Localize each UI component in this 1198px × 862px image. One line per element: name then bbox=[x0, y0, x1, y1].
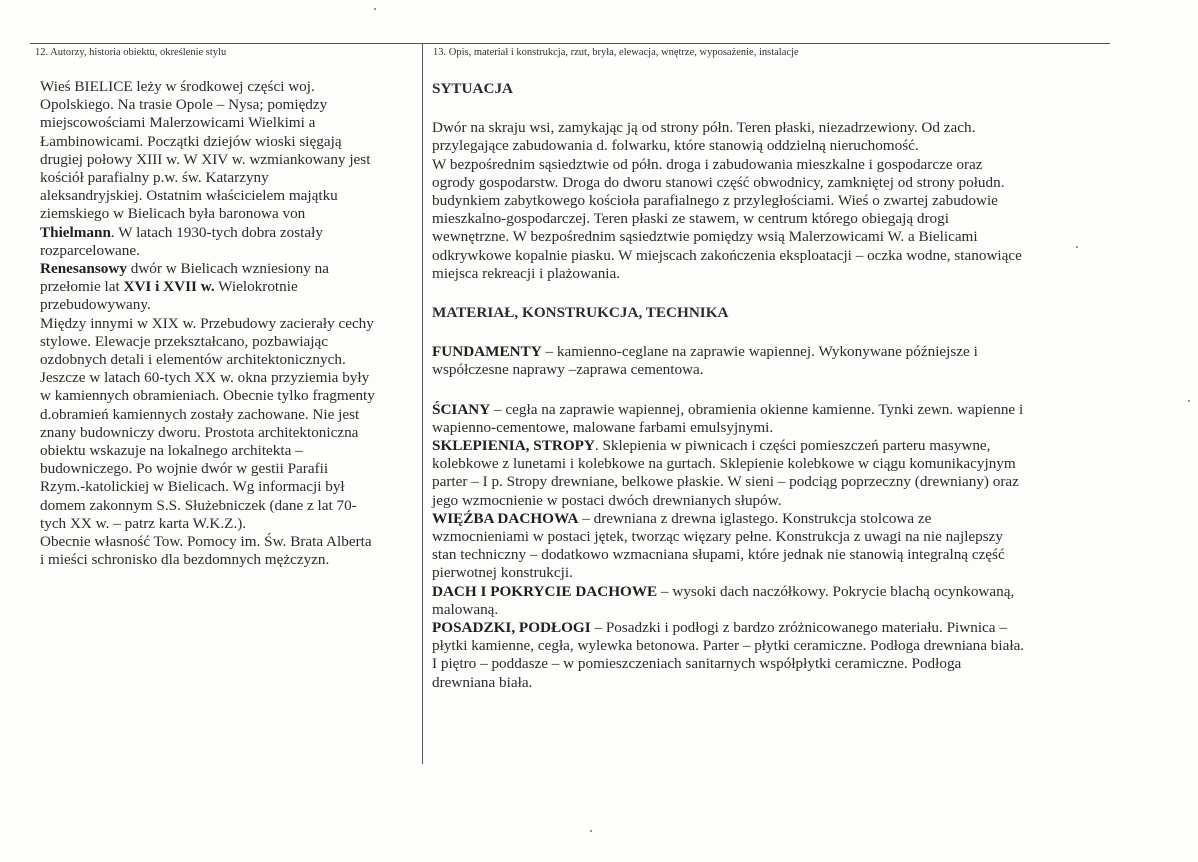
sciany-entry bbox=[432, 401, 1112, 437]
sklepienia-entry bbox=[432, 437, 1112, 510]
sytuacja-text: Dwór na skraju wsi, zamykając ją od strony półn. Teren płaski, niezadrzewiony. Od zach. przylegające zabudowania d. folwarku, które stanowią oddzielną nieruchomość. W bezpośrednim sąsiedztwie od półn. droga i zabudowania mieszkalne i gospodarcze oraz ogrody gospodarstw. Droga do dworu stanowi część obwodnicy, zamkniętej od strony połudn. budynkiem zabytkowego kościoła parafialnego z przyległościami. Wieś o zwartej zabudowie mieszkalno-gospodarczej. Teren płaski ze stawem, w centrum którego obiegają drogi wewnętrzne. W bezpośrednim sąsiedztwie pomiędzy wsią Malerzowicami W. a Bielicami odkrywkowe kopalnie piasku. W miejscach zakończenia eksploatacji – oczka wodne, stanowiące miejsca rekreacji i plażowania. bbox=[432, 119, 1022, 282]
scan-speck bbox=[590, 830, 592, 832]
fundamenty-text: – kamienno-ceglane na zaprawie wapiennej. Wykonywane późniejsze i współczesne naprawy –zaprawa cementowa. bbox=[432, 343, 978, 379]
spacer bbox=[432, 98, 1112, 119]
section-title-sytuacja: SYTUACJA bbox=[432, 80, 514, 97]
sklepienia-label: SKLEPIENIA, STROPY bbox=[432, 437, 595, 455]
posadzki-text: – Posadzki i podłogi z bardzo zróżnicowanego materiału. Piwnica – płytki kamienne, cegła, wylewka betonowa. Parter – płytki ceramiczne. Podłoga drewniana biała. I piętro – poddasze – w pomieszczeniach sanitarnych współpłytki ceramiczne. Podłoga drewniana biała. bbox=[432, 619, 1025, 691]
dach-text: – wysoki dach naczółkowy. Pokrycie blachą ocynkowaną, malowaną. bbox=[432, 582, 1015, 618]
spacer bbox=[432, 380, 1112, 401]
dach-label: DACH I POKRYCIE DACHOWE bbox=[432, 582, 658, 600]
section-title-material: MATERIAŁ, KONSTRUKCJA, TECHNIKA bbox=[432, 304, 729, 322]
history-text-1b: . W latach 1930-tych dobra zostały rozparcelowane. bbox=[40, 223, 323, 259]
scan-speck bbox=[1076, 246, 1078, 248]
fundamenty-label: FUNDAMENTY bbox=[432, 343, 542, 361]
right-column-heading: 13. Opis, materiał i konstrukcja, rzut, bryła, elewacja, wnętrze, wyposażenie, instalacje bbox=[433, 47, 799, 58]
history-text-1: Wieś BIELICE leży w środkowej części woj. Opolskiego. Na trasie Opole – Nysa; pomiędzy miejscowościami Malerzowicami Wielkimi a Łambinowicami. Początki dziejów wioski sięgają drugiej połowy XIII w. W XIV w. wzmiankowany jest kościół parafialny p.w. św. Katarzyny aleksandryjskiej. Ostatnim właścicielem majątku ziemskiego w Bielicach była baronowa von bbox=[40, 78, 371, 223]
description-column bbox=[432, 80, 1112, 692]
sciany-label: ŚCIANY bbox=[432, 400, 491, 418]
posadzki-entry bbox=[432, 619, 1112, 692]
owner-name: Thielmann bbox=[40, 223, 111, 241]
history-paragraph-3: Między innymi w XIX w. Przebudowy zacierały cechy stylowe. Elewacje przekształcano, pozbawiając ozdobnych detali i elementów architektonicznych. Jeszcze w latach 60-tych XX w. okna przyziemia były w kamiennych obramieniach. Obecnie tylko fragmenty d.obramień kamiennych zostały zachowane. Nie jest znany budowniczy dworu. Prostota architektoniczna obiektu wskazuje na lokalnego architekta – budowniczego. Po wojnie dwór w gestii Parafii Rzym.-katolickiej w Bielicach. Wg informacji był domem zakonnym S.S. Służebniczek (dane z lat 70- tych XX w. – patrz karta W.K.Z.). Obecnie własność Tow. Pomocy im. Św. Brata Alberta i mieści schronisko dla bezdomnych mężczyzn. bbox=[40, 314, 375, 569]
style-name: Renesansowy bbox=[40, 260, 127, 278]
header-rule bbox=[30, 43, 1110, 44]
wiezba-label: WIĘŹBA DACHOWA bbox=[432, 509, 579, 527]
scan-speck bbox=[374, 8, 376, 10]
sklepienia-text: . Sklepienia w piwnicach i części pomieszczeń parteru masywne, kolebkowe z lunetami i kolebkowe na gurtach. Sklepienie kolebkowe w ciągu komunikacyjnym parter – I p. Stropy drewniane, belkowe płaskie. W sieni – podciąg poprzeczny (drewniany) oraz jego wzmocnienie w postaci dwóch drewnianych słupów. bbox=[432, 437, 1019, 509]
fundamenty-entry bbox=[432, 343, 1112, 379]
scan-speck bbox=[1188, 400, 1190, 402]
posadzki-label: POSADZKI, PODŁOGI bbox=[432, 619, 591, 637]
spacer bbox=[432, 322, 1112, 343]
century-range: XVI i XVII w. bbox=[123, 278, 215, 296]
left-column-heading: 12. Autorzy, historia obiektu, określenie stylu bbox=[35, 47, 227, 58]
spacer bbox=[432, 283, 1112, 304]
history-column bbox=[40, 78, 424, 569]
history-text-2: dwór w Bielicach wzniesiony na przełomie lat bbox=[40, 260, 329, 296]
history-paragraph-1 bbox=[40, 78, 424, 260]
dach-entry bbox=[432, 583, 1112, 619]
history-text-2b: Wielokrotnie przebudowywany. bbox=[40, 278, 298, 314]
history-paragraph-2 bbox=[40, 260, 424, 315]
wiezba-text: – drewniana z drewna iglastego. Konstrukcja stolcowa ze wzmocnieniami w postaci jętek, tworząc więzary pełne. Konstrukcja z uwagi na nie najlepszy stan techniczny – dodatkowo wzmacniana słupami, które jednak nie stanowią integralną część pierwotnej konstrukcji. bbox=[432, 509, 1005, 582]
sciany-text: – cegła na zaprawie wapiennej, obramienia okienne kamienne. Tynki zewn. wapienne i wapienno-cementowe, malowane farbami emulsyjnymi. bbox=[432, 400, 1024, 436]
wiezba-entry bbox=[432, 510, 1112, 583]
